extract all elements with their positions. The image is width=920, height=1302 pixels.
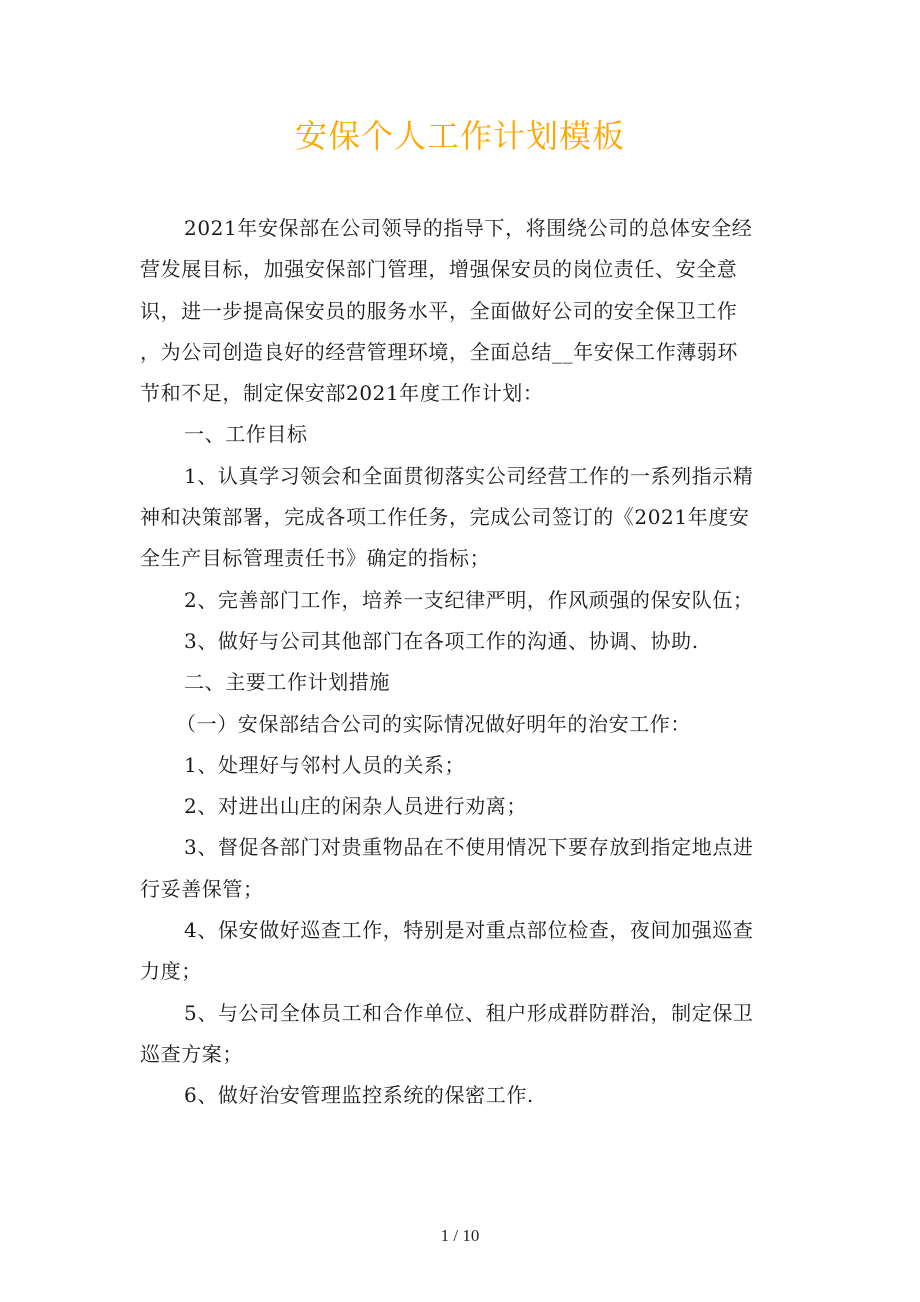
goal-item-2 — [140, 580, 782, 621]
page-number: 1 / 10 — [440, 1226, 480, 1245]
measure-item-4 — [140, 910, 782, 993]
text-line: 2、对进出山庄的闲杂人员进行劝离； — [184, 794, 527, 819]
section-heading: 二、主要工作计划措施 — [184, 670, 390, 695]
section-heading-measures — [140, 662, 782, 703]
text-line: 4、保安做好巡查工作，特别是对重点部位检查，夜间加强巡查 — [184, 918, 754, 943]
section-heading: 一、工作目标 — [184, 422, 308, 447]
text-line: 识，进一步提高保安员的服务水平，全面做好公司的安全保卫工作 — [140, 298, 738, 323]
measure-item-3 — [140, 827, 782, 910]
intro-paragraph — [140, 208, 782, 414]
text-line: 2、完善部门工作，培养一支纪律严明，作风顽强的保安队伍； — [184, 587, 754, 612]
text-line: 6、做好治安管理监控系统的保密工作. — [184, 1083, 534, 1108]
measure-item-6 — [140, 1075, 782, 1116]
text-line: 1、认真学习领会和全面贯彻落实公司经营工作的一系列指示精 — [184, 463, 754, 488]
text-line: 3、做好与公司其他部门在各项工作的沟通、协调、协助. — [184, 628, 699, 653]
subsection-heading-security — [140, 704, 782, 745]
text-line: 行妥善保管； — [140, 876, 264, 901]
goal-item-1 — [140, 456, 782, 580]
document-body — [140, 208, 782, 1117]
text-line: 节和不足，制定保安部2021年度工作计划： — [140, 381, 544, 406]
text-line: 全生产目标管理责任书》确定的指标； — [140, 546, 491, 571]
text-line: 1、处理好与邻村人员的关系； — [184, 752, 466, 777]
text-line: 巡查方案； — [140, 1041, 243, 1066]
measure-item-2 — [140, 786, 782, 827]
text-line: 5、与公司全体员工和合作单位、租户形成群防群治，制定保卫 — [184, 1000, 754, 1025]
text-line: 2021年安保部在公司领导的指导下，将围绕公司的总体安全经 — [184, 216, 753, 240]
goal-item-3 — [140, 621, 782, 662]
text-line: 营发展目标，加强安保部门管理，增强保安员的岗位责任、安全意 — [140, 257, 738, 282]
document-title: 安保个人工作计划模板 — [294, 117, 625, 155]
subsection-heading: （一）安保部结合公司的实际情况做好明年的治安工作： — [176, 711, 691, 736]
measure-item-1 — [140, 745, 782, 786]
text-line: 神和决策部署，完成各项工作任务，完成公司签订的《2021年度安 — [140, 505, 750, 530]
measure-item-5 — [140, 993, 782, 1076]
text-line: 力度； — [140, 959, 202, 984]
text-line: ，为公司创造良好的经营管理环境，全面总结__年安保工作薄弱环 — [140, 339, 738, 364]
section-heading-goals — [140, 414, 782, 455]
text-line: 3、督促各部门对贵重物品在不使用情况下要存放到指定地点进 — [184, 835, 754, 860]
